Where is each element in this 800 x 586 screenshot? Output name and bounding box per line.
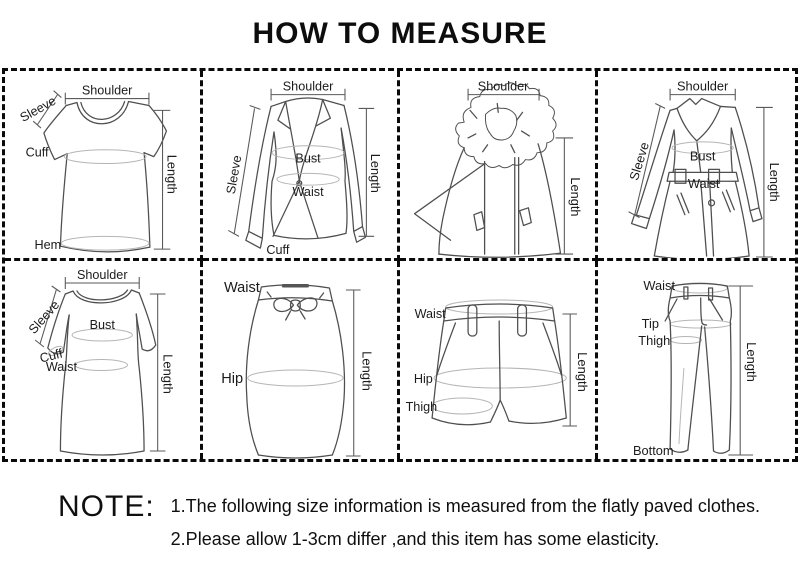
t-shirt-shoulder-label: Shoulder bbox=[81, 82, 133, 98]
trench-coat-diagram bbox=[598, 71, 796, 258]
note-line-1: 1.The following size information is measured from the flatly paved clothes. bbox=[170, 496, 760, 516]
fur-coat-measure-lines bbox=[468, 89, 573, 254]
t-shirt-outline bbox=[44, 102, 167, 252]
measure-grid bbox=[2, 68, 798, 462]
shorts-outline bbox=[432, 304, 566, 425]
note-heading: NOTE: bbox=[58, 490, 155, 523]
dress-bust-label: Bust bbox=[89, 316, 115, 333]
note-line-2: 2.Please allow 1-3cm differ ,and this item has some elasticity. bbox=[170, 529, 660, 549]
skirt-measure-lines bbox=[345, 290, 360, 456]
trench-coat-waist-label: Waist bbox=[687, 176, 719, 192]
blazer-length-label: Length bbox=[367, 153, 383, 193]
shorts-length-label: Length bbox=[575, 352, 590, 392]
skirt-outline bbox=[246, 285, 344, 458]
panel-blazer bbox=[203, 71, 401, 261]
blazer-waist-label: Waist bbox=[291, 183, 324, 200]
skirt-length-label: Length bbox=[359, 351, 374, 391]
shorts-measure-lines bbox=[562, 314, 577, 426]
panel-t-shirt bbox=[5, 71, 203, 261]
panel-dress bbox=[5, 261, 203, 459]
dress-shoulder-label: Shoulder bbox=[76, 266, 128, 283]
panel-shorts bbox=[400, 261, 598, 459]
blazer-diagram bbox=[203, 71, 398, 258]
shorts-diagram bbox=[400, 261, 595, 459]
fur-coat-outline bbox=[415, 83, 561, 257]
t-shirt-diagram bbox=[5, 71, 200, 258]
blazer-shoulder-label: Shoulder bbox=[282, 78, 333, 94]
trench-coat-bust-label: Bust bbox=[689, 148, 716, 164]
note-lines bbox=[171, 492, 760, 548]
panel-trench-coat bbox=[598, 71, 796, 261]
pants-outline bbox=[665, 284, 731, 454]
blazer-bust-label: Bust bbox=[294, 150, 321, 166]
dress-diagram bbox=[5, 261, 200, 459]
dress-waist-label: Waist bbox=[45, 358, 77, 375]
dress-sleeve-label: Sleeve bbox=[25, 297, 63, 337]
pants-tip-label: Tip bbox=[641, 315, 659, 332]
skirt-waistband-bar bbox=[281, 284, 308, 288]
skirt-hip-label: Hip bbox=[220, 370, 243, 388]
trench-coat-sleeve-label: Sleeve bbox=[625, 140, 652, 183]
skirt-waist-label: Waist bbox=[223, 279, 260, 297]
pants-diagram bbox=[598, 261, 796, 459]
pants-length-label: Length bbox=[743, 342, 759, 382]
t-shirt-hem-label: Hem bbox=[34, 237, 62, 253]
page-title: HOW TO MEASURE bbox=[252, 17, 548, 50]
blazer-sleeve-label: Sleeve bbox=[222, 153, 244, 196]
t-shirt-length-label: Length bbox=[164, 154, 180, 194]
trench-coat-length-label: Length bbox=[766, 162, 782, 202]
pants-thigh-label: Thigh bbox=[637, 332, 670, 349]
t-shirt-measure-lines bbox=[33, 91, 170, 249]
panel-pants bbox=[598, 261, 796, 459]
dress-length-label: Length bbox=[160, 354, 176, 394]
shorts-waist-label: Waist bbox=[414, 305, 446, 322]
fur-coat-diagram bbox=[400, 71, 595, 258]
blazer-cuff-label: Cuff bbox=[265, 241, 289, 258]
fur-coat-shoulder-label: Shoulder bbox=[477, 78, 529, 94]
shorts-hip-label: Hip bbox=[413, 370, 433, 387]
skirt-diagram bbox=[203, 261, 398, 459]
trench-coat-shoulder-label: Shoulder bbox=[676, 78, 728, 94]
t-shirt-sleeve-label: Sleeve bbox=[17, 92, 59, 125]
t-shirt-cuff-label: Cuff bbox=[25, 144, 49, 160]
pants-waist-label: Waist bbox=[642, 277, 675, 294]
pants-bottom-label: Bottom bbox=[632, 442, 674, 459]
title-bar bbox=[0, 0, 800, 68]
panel-fur-coat bbox=[400, 71, 598, 261]
fur-coat-length-label: Length bbox=[568, 177, 584, 217]
panel-skirt bbox=[203, 261, 401, 459]
note-section bbox=[0, 462, 800, 548]
dress-cuff-label: Cuff bbox=[38, 345, 65, 366]
skirt-shade-lines bbox=[247, 370, 342, 386]
shorts-thigh-label: Thigh bbox=[405, 398, 438, 415]
t-shirt-shade-lines bbox=[61, 150, 149, 250]
